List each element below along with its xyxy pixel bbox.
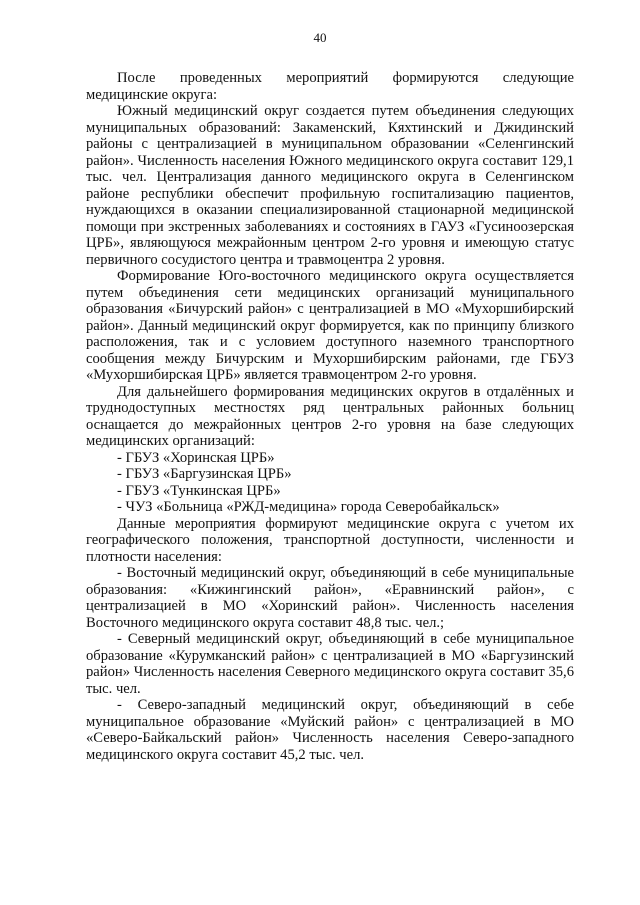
eastern-district-paragraph: - Восточный медицинский округ, объединяющий в себе муниципальные образования: «Кижингинский район», «Еравнинский район», с централизацией в МО «Хоринский район». Численность населения Восточного медицинского округа составит 48,8 тыс. чел.; <box>86 565 574 631</box>
districts-intro-paragraph: Данные мероприятия формируют медицинские округа с учетом их географического положения, транспортной доступности, численности и плотности населения: <box>86 515 574 565</box>
hospital-list-item: - ГБУЗ «Баргузинская ЦРБ» <box>117 466 292 482</box>
hospital-list-item: - ГБУЗ «Тункинская ЦРБ» <box>117 482 281 499</box>
remote-areas-paragraph: Для дальнейшего формирования медицинских округов в отдалённых и труднодоступных местностях ряд центральных районных больниц оснащается до межрайонных центров 2-го уровня на базе следующих медицинских организаций: <box>86 383 574 449</box>
hospital-list-item: - ГБУЗ «Хоринская ЦРБ» <box>117 449 275 466</box>
page-number: 40 <box>313 30 327 45</box>
document-body <box>86 70 574 763</box>
southeastern-district-paragraph: Формирование Юго-восточного медицинского округа осуществляется путем объединения сети медицинских организаций муниципального образования «Бичурский район» с централизацией в МО «Мухоршибирский район». Данный медицинский округ формируется, как по принципу близкого расположения, так и с условием доступного наземного транспортного сообщения между Бичурским и Мухоршибирским районами, где ГБУЗ «Мухоршибирская ЦРБ» является травмоцентром 2-го уровня. <box>86 268 574 383</box>
northern-district-paragraph: - Северный медицинский округ, объединяющий в себе муниципальное образование «Курумканский район» с централизацией в МО «Баргузинский район» Численность населения Северного медицинского округа составит 35,6 тыс. чел. <box>86 631 574 697</box>
northwestern-district-paragraph: - Северо-западный медицинский округ, объединяющий в себе муниципальное образование «Муйский район» с централизацией в МО «Северо-Байкальский район» Численность населения Северо-западного медицинского округа составит 45,2 тыс. чел. <box>86 697 574 763</box>
intro-paragraph: После проведенных мероприятий формируются следующие медицинские округа: <box>86 70 574 103</box>
hospital-list-item: - ЧУЗ «Больница «РЖД-медицина» города Северобайкальск» <box>117 499 500 515</box>
southern-district-paragraph: Южный медицинский округ создается путем объединения следующих муниципальных образований: Закаменский, Кяхтинский и Джидинский районы с централизацией в муниципальном образовании «Селенгинский район». Численность населения Южного медицинского округа составит 129,1 тыс. чел. Централизация данного медицинского округа в Селенгинском районе республики обеспечит профильную госпитализацию пациентов, нуждающихся в оказании специализированной стационарной медицинской помощи при экстренных заболеваниях и состояниях в ГАУЗ «Гусиноозерская ЦРБ», являющуюся межрайонным центром 2-го уровня и имеющую статус первичного сосудистого центра и травмоцентра 2 уровня. <box>86 103 574 268</box>
